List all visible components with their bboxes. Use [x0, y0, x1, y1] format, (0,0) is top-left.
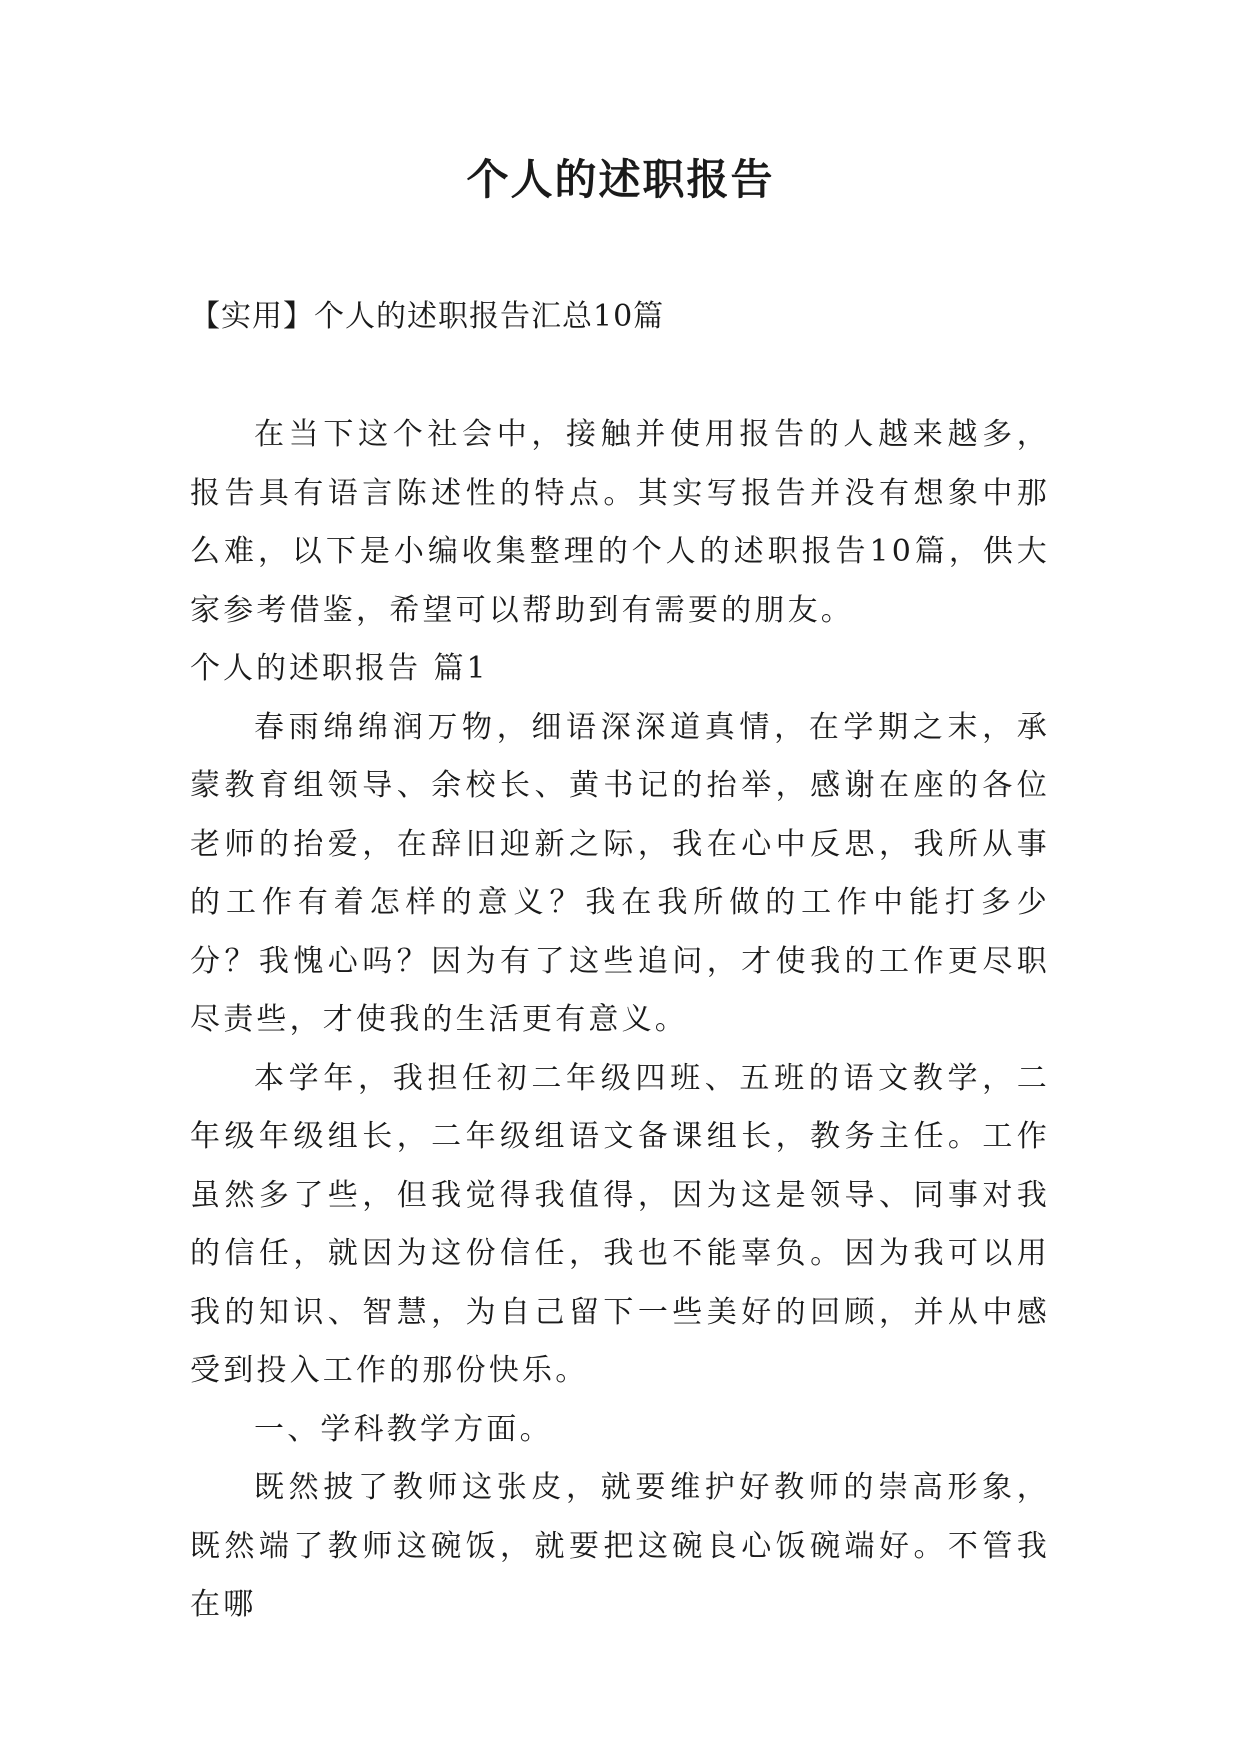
intro-paragraph: 在当下这个社会中，接触并使用报告的人越来越多，报告具有语言陈述性的特点。其实写报告并没有想象中那么难，以下是小编收集整理的个人的述职报告10篇，供大家参考借鉴，希望可以帮助到有需要的朋友。: [190, 417, 1050, 628]
body-paragraph: 春雨绵绵润万物，细语深深道真情，在学期之末，承蒙教育组领导、余校长、黄书记的抬举，感谢在座的各位老师的抬爱，在辞旧迎新之际，我在心中反思，我所从事的工作有着怎样的意义？我在我所做的工作中能打多少分？我愧心吗？因为有了这些追问，才使我的工作更尽职尽责些，才使我的生活更有意义。: [190, 709, 1050, 1037]
section-heading: 个人的述职报告 篇1: [190, 651, 489, 686]
document-body: [190, 406, 1050, 1635]
document-subtitle: 【实用】个人的述职报告汇总10篇: [190, 299, 665, 334]
body-paragraph: 既然披了教师这张皮，就要维护好教师的崇高形象，既然端了教师这碗饭，就要把这碗良心饭碗端好。不管我在哪: [190, 1470, 1050, 1622]
body-paragraph: 本学年，我担任初二年级四班、五班的语文教学，二年级年级组长，二年级组语文备课组长，教务主任。工作虽然多了些，但我觉得我值得，因为这是领导、同事对我的信任，就因为这份信任，我也不能辜负。因为我可以用我的知识、智慧，为自己留下一些美好的回顾，并从中感受到投入工作的那份快乐。: [190, 1060, 1050, 1388]
subsection-heading: 一、学科教学方面。: [254, 1411, 553, 1447]
document-title: 个人的述职报告: [466, 155, 775, 204]
